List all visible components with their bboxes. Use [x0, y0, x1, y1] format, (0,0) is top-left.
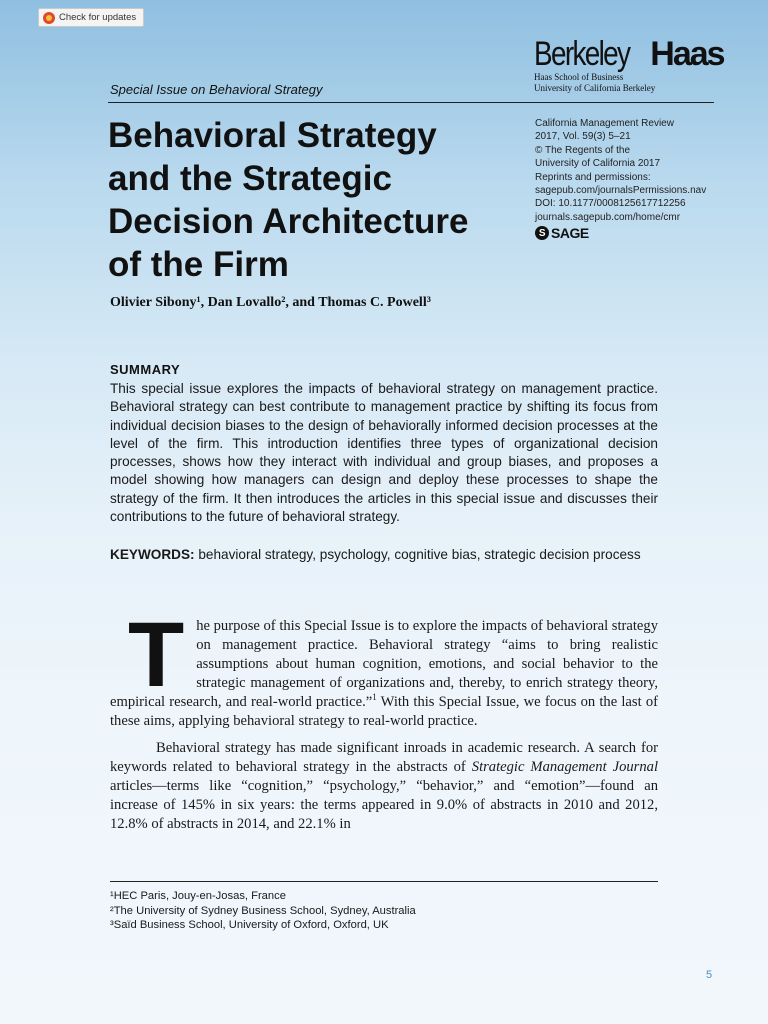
body-paragraph [110, 739, 658, 834]
footnote-divider [110, 881, 658, 882]
keywords-text: behavioral strategy, psychology, cognitive bias, strategic decision process [198, 547, 641, 562]
title-line: Decision Architecture [108, 202, 469, 241]
title-line: and the Strategic [108, 159, 392, 198]
paragraph-2-end: articles—terms like “cognition,” “psychology,” “behavior,” and “emotion”—found an increase of 145% in six years: the terms appeared in 9.0% of abstracts in 2010 and 2012, 12.8% of abstracts in 2014, and 22.1% in [110, 777, 658, 832]
keywords [110, 545, 658, 564]
copyright-holder: University of California 2017 [535, 158, 661, 170]
title-line: Behavioral Strategy [108, 116, 437, 155]
article-body [110, 604, 658, 834]
brand-line-1: Haas School of Business [534, 72, 624, 82]
brand-name-light: Berkeley [534, 35, 630, 73]
paragraph-2-start: Behavioral strategy has made significant inroads in academic research. A search for keywords related to behavioral strategy in the abstracts of [110, 739, 658, 775]
sage-s-icon: S [535, 226, 549, 240]
brand-line-2: University of California Berkeley [534, 83, 656, 93]
doi[interactable]: DOI: 10.1177/0008125617712256 [535, 198, 686, 210]
sage-logo [535, 226, 725, 240]
footnote-2: ²The University of Sydney Business School, Sydney, Australia [110, 904, 416, 917]
check-for-updates-badge[interactable] [38, 8, 144, 27]
title-line: of the Firm [108, 245, 289, 284]
footnotes [110, 889, 416, 933]
journal-volume: 2017, Vol. 59(3) 5–21 [535, 131, 631, 143]
keywords-label: KEYWORDS: [110, 547, 195, 562]
article-title [108, 114, 528, 286]
authors: Olivier Sibony¹, Dan Lovallo², and Thomas C. Powell³ [110, 295, 431, 310]
paragraph-1-end: With this Special Issue, we focus on the last of these aims, applying behavioral strategy to real-world practice. [110, 694, 658, 730]
journal-reference: Strategic Management Journal [471, 758, 658, 775]
check-for-updates-label: Check for updates [59, 12, 137, 23]
summary-text: This special issue explores the impacts of behavioral strategy on management practice. Behavioral strategy can best contribute to management practice by shifting its focus from individual decision biases to the design of behaviorally informed decision processes at the level of the firm. This introduction identifies three types of organizational decision processes, shows how they interact with individual and group biases, and proposes a model showing how managers can design and deploy these processes to shape the strategy of the firm. It then introduces the articles in this special issue and discusses their contributions to the future of behavioral strategy. [110, 381, 658, 525]
crossmark-icon [43, 12, 55, 24]
footnote-marker[interactable]: 1 [372, 692, 377, 703]
page-number: 5 [706, 969, 713, 981]
publisher-name: SAGE [551, 224, 589, 241]
footnote-1: ¹HEC Paris, Jouy-en-Josas, France [110, 890, 286, 902]
footnote-3: ³Saïd Business School, University of Oxford, Oxford, UK [110, 919, 389, 931]
berkeley-haas-logo [534, 35, 724, 94]
permissions-link[interactable]: sagepub.com/journalsPermissions.nav [535, 185, 707, 197]
journal-metadata [535, 117, 725, 240]
summary-heading: SUMMARY [110, 362, 181, 377]
reprints-label: Reprints and permissions: [535, 171, 651, 183]
brand-wordmark [534, 35, 724, 73]
copyright-line: © The Regents of the [535, 144, 631, 156]
paragraph-1-text: he purpose of this Special Issue is to explore the impacts of behavioral strategy on management practice. Behavioral strategy “aims to bring realistic assumptions about human cognition, emotions, and social behavior to the strategic management of organizations and, thereby, to enrich strategy theory, empirical research, and real-world practice.” [110, 618, 658, 711]
drop-cap: T [128, 604, 185, 706]
journal-homepage-link[interactable]: journals.sagepub.com/home/cmr [535, 211, 681, 223]
header-divider [108, 102, 714, 103]
brand-name-bold: Haas [650, 35, 724, 73]
series-label: Special Issue on Behavioral Strategy [110, 82, 323, 97]
journal-name: California Management Review [535, 118, 674, 129]
body-paragraph [110, 604, 658, 732]
